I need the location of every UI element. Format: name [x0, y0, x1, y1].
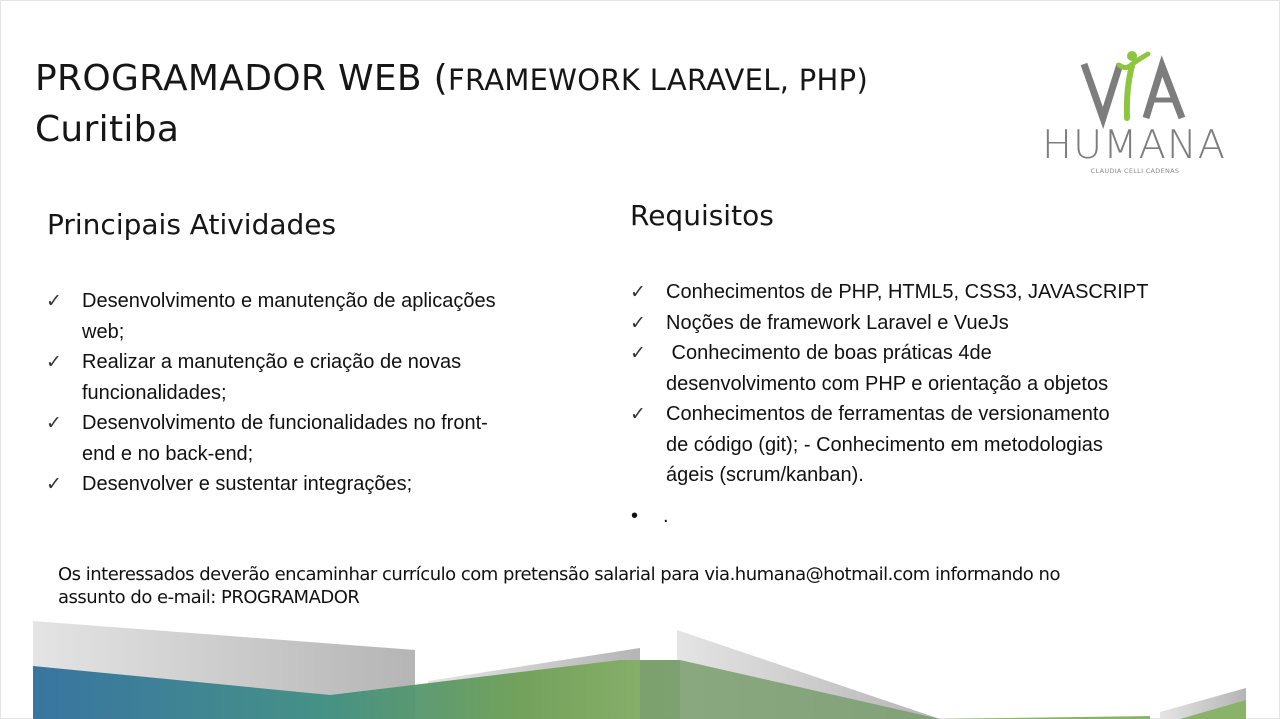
title-line-1 — [35, 54, 868, 105]
item-line: de código (git); - Conhecimento em metodologias — [666, 433, 1103, 456]
item-line: Desenvolvimento e manutenção de aplicações — [82, 290, 496, 312]
bullet-text: . — [663, 505, 669, 527]
page-title — [35, 54, 868, 155]
title-main: PROGRAMADOR WEB ( — [35, 58, 448, 99]
instructions-line-1: Os interessados deverão encaminhar currículo com pretensão salarial para via.humana@hotmail.com informando no — [58, 564, 1060, 585]
item-line: end e no back-end; — [82, 442, 254, 465]
title-city: Curitiba — [35, 109, 180, 150]
list-item — [46, 408, 606, 469]
item-line: Desenvolvimento de funcionalidades no front- — [82, 412, 488, 434]
item-line: Noções de framework Laravel e VueJs — [666, 311, 1009, 334]
check-mark-icon: ✓ — [46, 473, 62, 495]
instructions-line-2: assunto do e-mail: PROGRAMADOR — [58, 587, 360, 608]
list-item — [630, 338, 1230, 399]
via-humana-logo — [1040, 50, 1230, 178]
check-mark-icon: ✓ — [630, 311, 646, 334]
list-item — [46, 347, 606, 408]
item-line: desenvolvimento com PHP e orientação a objetos — [666, 372, 1109, 395]
activities-list — [46, 286, 606, 500]
activities-heading: Principais Atividades — [47, 208, 337, 241]
requirements-bullet — [631, 505, 669, 528]
logo-graphic — [1040, 50, 1230, 170]
logo-wordmark: HUMANA — [1042, 123, 1226, 168]
bullet-dot-icon: • — [631, 505, 639, 527]
item-line: funcionalidades; — [82, 381, 227, 404]
check-mark-icon: ✓ — [630, 281, 646, 303]
check-mark-icon: ✓ — [46, 290, 62, 312]
list-item — [630, 308, 1230, 339]
decorative-bottom-band — [0, 600, 1280, 719]
item-line: Realizar a manutenção e criação de novas — [82, 351, 462, 373]
list-item — [630, 399, 1230, 491]
check-mark-icon: ✓ — [630, 342, 646, 364]
title-subtitle: FRAMEWORK LARAVEL, PHP) — [447, 63, 869, 97]
check-mark-icon: ✓ — [630, 403, 646, 425]
item-line: Conhecimentos de ferramentas de versionamento — [666, 403, 1110, 425]
check-mark-icon: ✓ — [46, 351, 62, 373]
list-item — [630, 277, 1230, 308]
item-line: Desenvolver e sustentar integrações; — [82, 473, 413, 495]
item-line: web; — [82, 320, 125, 343]
list-item — [46, 469, 606, 500]
requirements-heading: Requisitos — [630, 199, 774, 232]
check-mark-icon: ✓ — [46, 412, 62, 434]
item-line: Conhecimentos de PHP, HTML5, CSS3, JAVASCRIPT — [666, 281, 1149, 303]
item-line: ágeis (scrum/kanban). — [666, 464, 864, 486]
item-line: Conhecimento de boas práticas 4de — [666, 342, 992, 364]
requirements-list — [630, 277, 1230, 491]
logo-tagline: CLAUDIA CELLI CADENAS — [1090, 167, 1180, 175]
list-item — [46, 286, 606, 347]
